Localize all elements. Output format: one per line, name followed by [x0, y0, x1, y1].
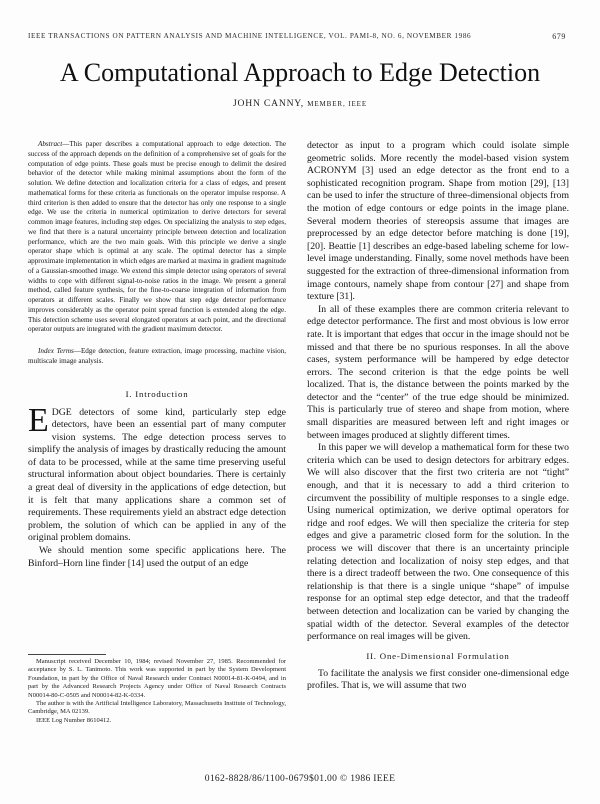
journal-header: IEEE TRANSACTIONS ON PATTERN ANALYSIS AND MACHINE INTELLIGENCE, VOL. PAMI-8, NO. 6, NOVEMBER 1986 — [28, 32, 472, 40]
footnote-log-number: IEEE Log Number 8610412. — [36, 716, 112, 724]
abstract-text: —This paper describes a computational approach to edge detection. The success of the approach depends on the definition of a comprehensive set of goals for the computation of edge points. These goals must be precise enough to delimit the desired behavior of the detector while making minimal assumptions about the form of the solution. We define detection and localization criteria for a class of edges, and present mathematical forms for these criteria as functionals on the operator impulse response. A third criterion is then added to ensure that the detector has only one response to a single edge. We use the criteria in numerical optimization to derive detectors for several common image features, including step edges. On specializing the analysis to step edges, we find that there is a natural uncertainty principle between detection and localization performance, which are the two main goals. With this principle we derive a single operator shape which is optimal at any scale. The optimal detector has a simple approximate implementation in which edges are marked at maxima in gradient magnitude of a Gaussian-smoothed image. We extend this simple detector using operators of several widths to cope with different signal-to-noise ratios in the image. We present a general method, called feature synthesis, for the fine-to-coarse integration of information from operators at different scales. Finally we show that step edge detector performance improves considerably as the operator point spread function is extended along the edge. This detection scheme uses several elongated operators at each point, and the directional operator outputs are integrated with the gradient maximum detector. — [28, 140, 286, 334]
section-heading-2: II. One-Dimensional Formulation — [366, 650, 510, 661]
intro-paragraph-3: In all of these examples there are common criteria relevant to edge detector performance. The first and most obvious is low error rate. It is important that edges that occur in the image should not be missed and that there be no spurious responses. In all the above cases, system performance will be hampered by edge detector errors. The second criterion is that the edge points be well localized. That is, the distance between the points marked by the detector and the “center” of the true edge should be minimized. This is particularly true of stereo and shape from motion, where small disparities are measured between left and right images or between images produced at slightly different times. — [307, 303, 569, 441]
paper-title: A Computational Approach to Edge Detection — [59, 58, 541, 87]
left-column — [28, 140, 286, 570]
author-line — [0, 98, 600, 109]
section-2-paragraph-1: To facilitate the analysis we first consider one-dimensional edge profiles. That is, we will assume that two — [307, 667, 569, 692]
right-column — [307, 140, 569, 693]
footnote-affiliation: The author is with the Artificial Intelligence Laboratory, Massachusetts Institute of Technology, Cambridge, MA 02139. — [28, 700, 286, 716]
intro-paragraph-1 — [28, 401, 286, 546]
section-heading-introduction: I. Introduction — [125, 388, 189, 399]
index-terms-text: —Edge detection, feature extraction, image processing, machine vision, multiscale image analysis. — [28, 347, 287, 365]
intro-paragraph-4: In this paper we will develop a mathematical form for these two criteria which can be used to design detectors for arbitrary edges. We will also discover that the first two criteria are not “tight” enough, and that it is necessary to add a third criterion to circumvent the possibility of multiple responses to a single edge. Using numerical optimization, we derive optimal operators for ridge and roof edges. We will then specialize the criteria for step edges and give a parametric closed form for the solution. In the process we will discover that there is an uncertainty principle relating detection and localization of noisy step edges, and that there is a direct tradeoff between the two. One consequence of this relationship is that there is a single unique “shape” of impulse response for an optimal step edge detector, and that the tradeoff between detection and localization can be varied by changing the spatial width of the detector. Several examples of the detector performance on real images will be given. — [307, 442, 569, 643]
running-head — [28, 32, 566, 44]
copyright-line: 0162-8828/86/1100-0679$01.00 © 1986 IEEE — [204, 773, 396, 784]
index-terms — [28, 347, 286, 367]
intro-paragraph-2: We should mention some specific applications here. The Binford–Horn line finder [14] used the output of an edge — [28, 545, 286, 569]
page-number: 679 — [552, 32, 566, 41]
intro-paragraph-2-continued: detector as input to a program which could isolate simple geometric solids. More recently the model-based vision system ACRONYM [3] used an edge detector as the front end to a sophisticated recognition program. Shape from motion [29], [13] can be used to infer the structure of three-dimensional objects from the motion of edge contours or edge points in the image plane. Several modern theories of stereopsis assume that images are preprocessed by an edge detector before matching is done [19], [20]. Beattie [1] describes an edge-based labeling scheme for low-level image understanding. Finally, some novel methods have been suggested for the extraction of three-dimensional information from image contours, namely shape from contour [27] and shape from texture [31]. — [307, 140, 569, 303]
dropcap: E — [28, 401, 49, 439]
index-terms-label: Index Terms — [38, 347, 74, 355]
footnote-manuscript: Manuscript received December 10, 1984; revised November 27, 1985. Recommended for acceptance by S. L. Tanimoto. This work was supported in part by the System Development Foundation, in part by the Office of Naval Research under Contract N00014-81-K-0494, and in part by the Advanced Research Projects Agency under Office of Naval Research Contracts N00014-80-C-0505 and N00014-82-K-0334. — [28, 658, 286, 699]
author-membership: MEMBER, IEEE — [307, 100, 367, 108]
footnote-rule — [28, 654, 106, 655]
author-name: JOHN CANNY, — [233, 98, 304, 109]
footnote — [28, 654, 286, 725]
abstract — [28, 140, 286, 335]
intro-paragraph-1-text: DGE detectors of some kind, particularly step edge detectors, have been an essential part of many computer vision systems. The edge detection process serves to simplify the analysis of images by drastically reducing the amount of data to be processed, while at the same time preserving useful structural information about object boundaries. There is certainly a great deal of diversity in the applications of edge detection, but it is felt that many applications share a common set of requirements. These requirements yield an abstract edge detection problem, the solution of which can be applied in any of the original problem domains. — [28, 406, 286, 544]
abstract-label: Abstract — [38, 140, 63, 148]
